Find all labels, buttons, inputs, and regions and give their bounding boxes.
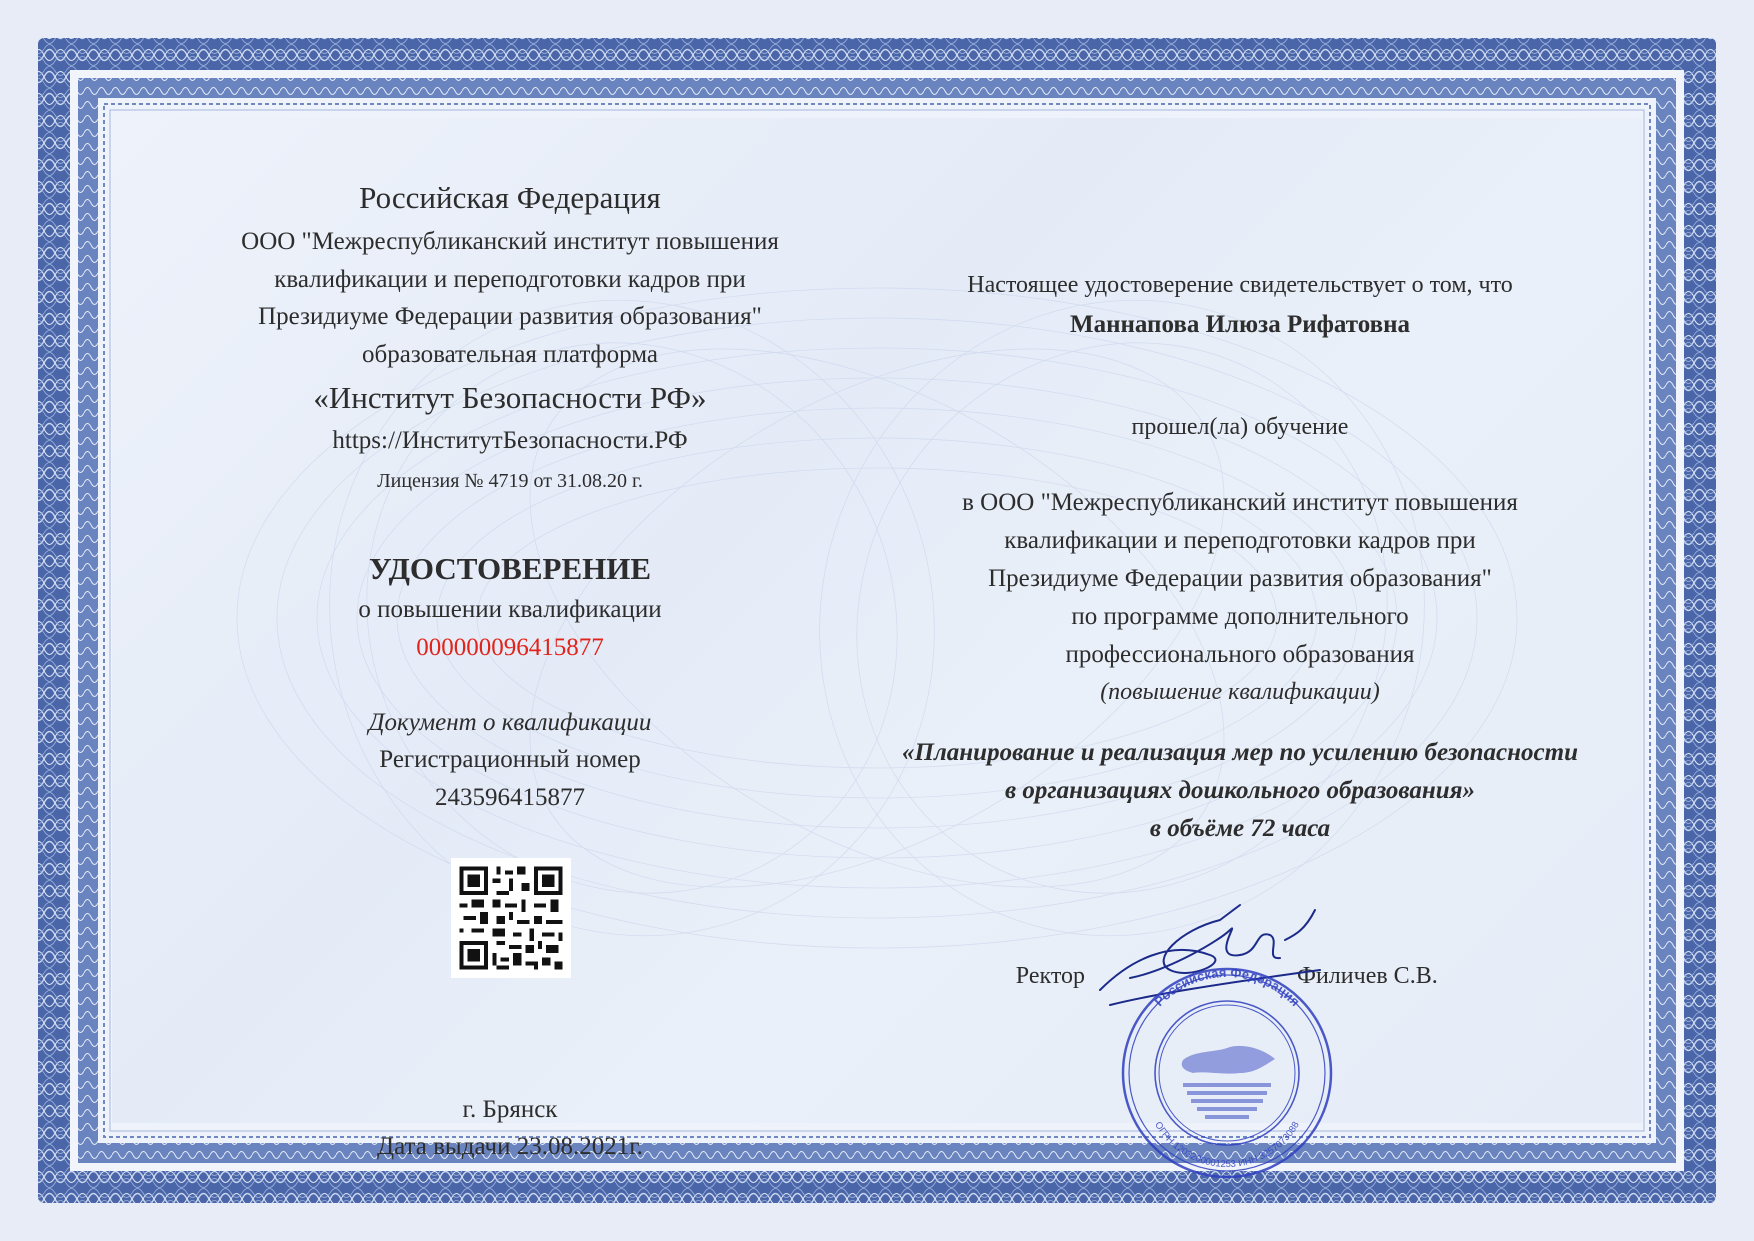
registration-number: 243596415877 [435,784,585,811]
country-name: Российская Федерация [359,180,661,215]
document-subtitle: о повышении квалификации [358,596,662,623]
stamp-top-text: Российская Федерация [1151,964,1303,1010]
stamp-ids-text: ОГРН 1203200001253 ИНН 3257073088 [1152,1119,1302,1171]
license-info: Лицензия № 4719 от 31.08.20 г. [377,470,643,492]
org-name-line-3: Президиуме Федерации развития образования" [258,303,762,330]
platform-label: образовательная платформа [362,341,658,368]
course-title-line-2: в организациях дошкольного образования» [1004,777,1476,804]
left-column [200,0,820,1241]
svg-text:Российская Федерация [1151,965,1303,1009]
rector-name: Филичев С.В. [1297,963,1438,989]
org-name-line-2: квалификации и переподготовки кадров при [274,266,746,293]
training-org-line-3: Президиуме Федерации развития образования" [988,565,1492,592]
program-line-2: профессионального образования [1065,641,1415,668]
training-org-line-1: в ООО "Межреспубликанский институт повышения [962,489,1518,516]
course-title-line-1: «Планирование и реализация мер по усилению безопасности [902,739,1578,766]
official-stamp [1105,955,1350,1180]
training-org-line-2: квалификации и переподготовки кадров при [1004,527,1476,554]
person-name: Маннапова Илюза Рифатовна [1069,311,1411,338]
program-type: (повышение квалификации) [1100,679,1380,705]
course-hours: в объёме 72 часа [1149,815,1331,842]
city: г. Брянск [462,1096,558,1123]
program-line-1: по программе дополнительного [1071,603,1409,630]
intro-text: Настоящее удостоверение свидетельствует о том, что [967,272,1513,298]
rector-label: Ректор [1015,963,1085,989]
registration-label: Регистрационный номер [379,746,641,773]
document-number: 000000096415877 [416,634,604,661]
org-name-line-1: ООО "Межреспубликанский институт повышения [241,228,779,255]
qualification-document-label: Документ о квалификации [368,709,652,736]
document-title: УДОСТОВЕРЕНИЕ [368,551,652,586]
platform-name: «Институт Безопасности РФ» [313,380,707,415]
qr-code [451,858,571,978]
issue-date: Дата выдачи 23.08.2021г. [377,1133,643,1160]
completed-training: прошел(ла) обучение [1131,414,1349,440]
website-url: https://ИнститутБезопасности.РФ [332,427,688,454]
